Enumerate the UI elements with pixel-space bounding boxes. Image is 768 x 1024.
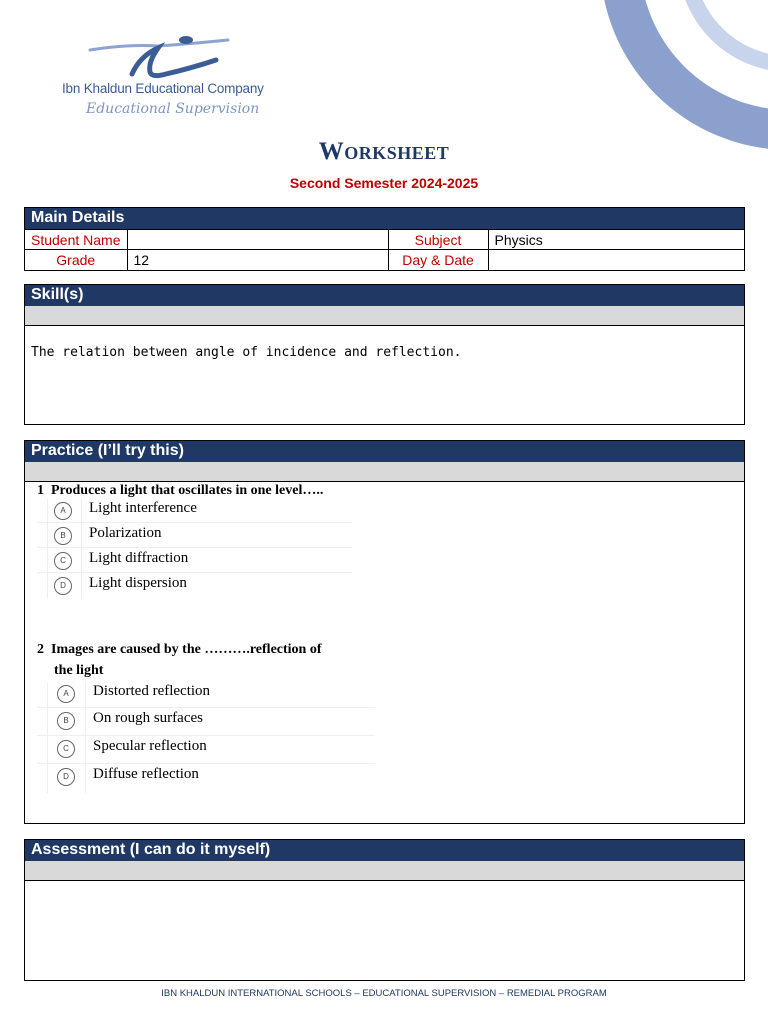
option-a[interactable] [37, 498, 352, 523]
logo-swoosh-icon [88, 34, 238, 82]
option-letter: B [54, 527, 72, 545]
question-1-text [37, 483, 357, 499]
option-text: Light diffraction [89, 550, 189, 566]
option-a[interactable] [37, 681, 375, 708]
option-d[interactable] [37, 764, 375, 792]
grade-label: Grade [25, 250, 127, 270]
question-prompt: Produces a light that oscillates in one level….. [51, 483, 324, 498]
assessment-section [24, 839, 745, 981]
company-logo [58, 34, 278, 129]
option-c[interactable] [37, 736, 375, 764]
option-text: Specular reflection [93, 738, 207, 754]
option-c[interactable] [37, 548, 352, 573]
question-1 [37, 483, 357, 603]
company-name: Ibn Khaldun Educational Company [62, 81, 264, 96]
option-text: Light interference [89, 500, 197, 516]
option-d[interactable] [37, 573, 352, 598]
company-tagline: Educational Supervision [86, 101, 260, 117]
question-number: 2 [37, 642, 44, 657]
option-letter: D [54, 577, 72, 595]
main-details-table [25, 229, 744, 270]
option-text: Distorted reflection [93, 683, 211, 699]
student-name-field[interactable] [127, 230, 388, 250]
skills-band [25, 306, 744, 326]
practice-band [25, 462, 744, 482]
subject-label: Subject [388, 230, 488, 250]
student-name-label: Student Name [25, 230, 127, 250]
semester-subtitle: Second Semester 2024-2025 [289, 175, 479, 191]
option-text: Light dispersion [89, 575, 187, 591]
day-date-field[interactable] [488, 250, 744, 270]
option-text: On rough surfaces [93, 710, 203, 726]
option-letter: D [57, 768, 75, 786]
option-letter: A [57, 685, 75, 703]
skills-header: Skill(s) [25, 285, 744, 306]
option-b[interactable] [37, 523, 352, 548]
option-letter: B [57, 712, 75, 730]
main-details-header: Main Details [25, 208, 744, 229]
assessment-answer-area[interactable] [25, 881, 744, 980]
page-footer: IBN KHALDUN INTERNATIONAL SCHOOLS – EDUCATIONAL SUPERVISION – REMEDIAL PROGRAM [161, 988, 607, 999]
option-letter: A [54, 502, 72, 520]
question-prompt: Images are caused by the ……….reflection of [51, 642, 322, 657]
skill-description: The relation between angle of incidence and reflection. [31, 345, 462, 360]
assessment-band [25, 861, 744, 881]
grade-field[interactable]: 12 [127, 250, 388, 270]
question-2-text [37, 639, 382, 681]
page-title: Worksheet [318, 138, 450, 165]
assessment-header: Assessment (I can do it myself) [25, 840, 744, 861]
option-b[interactable] [37, 708, 375, 736]
option-text: Polarization [89, 525, 162, 541]
day-date-label: Day & Date [388, 250, 488, 270]
main-details-section [24, 207, 745, 271]
option-text: Diffuse reflection [93, 766, 199, 782]
option-letter: C [54, 552, 72, 570]
question-prompt-continued: the light [54, 663, 104, 678]
question-2 [37, 639, 382, 799]
question-number: 1 [37, 483, 44, 498]
option-letter: C [57, 740, 75, 758]
practice-header: Practice (I’ll try this) [25, 441, 744, 462]
practice-section [24, 440, 745, 824]
subject-field[interactable]: Physics [488, 230, 744, 250]
skills-section [24, 284, 745, 425]
